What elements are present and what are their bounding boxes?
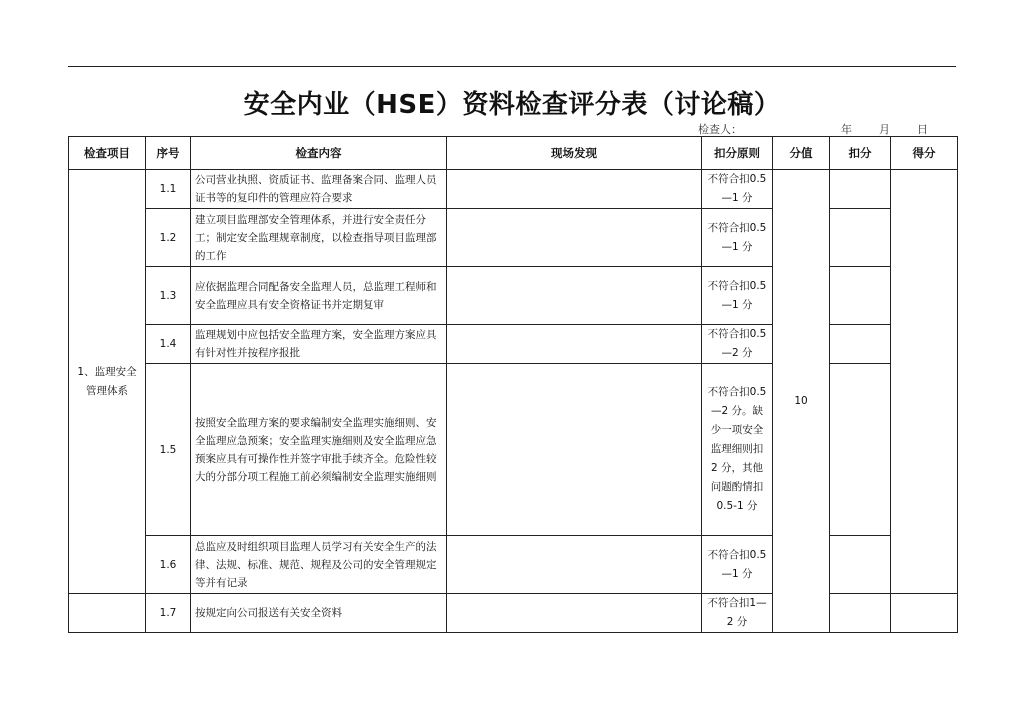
rule-cell: 不符合扣0.5—2 分。缺少一项安全监理细则扣 2 分，其他问题酌情扣 0.5-1 分 [702, 364, 773, 536]
rule-cell: 不符合扣1—2 分 [702, 594, 773, 633]
category-cell-empty [69, 594, 146, 633]
deduct-cell[interactable] [830, 536, 891, 594]
category-cell: 1、监理安全管理体系 [69, 170, 146, 594]
finding-cell[interactable] [447, 364, 702, 536]
score-table [68, 136, 958, 633]
finding-cell[interactable] [447, 170, 702, 209]
header-row [69, 137, 958, 170]
content-cell: 按规定向公司报送有关安全资料 [191, 594, 447, 633]
rule-cell: 不符合扣0.5—2 分 [702, 325, 773, 364]
rule-cell: 不符合扣0.5—1 分 [702, 209, 773, 267]
seq-cell: 1.3 [146, 267, 191, 325]
deduct-cell[interactable] [830, 594, 891, 633]
header-rule: 扣分原则 [702, 137, 773, 170]
rule-cell: 不符合扣0.5—1 分 [702, 170, 773, 209]
header-item: 检查项目 [69, 137, 146, 170]
content-cell: 应依据监理合同配备安全监理人员，总监理工程师和安全监理应具有安全资格证书并定期复审 [191, 267, 447, 325]
top-rule [68, 66, 956, 67]
seq-cell: 1.7 [146, 594, 191, 633]
document-title: 安全内业（HSE）资料检查评分表（讨论稿） [243, 90, 781, 120]
score-value-cell: 10 [773, 170, 830, 633]
content-cell: 监理规划中应包括安全监理方案，安全监理方案应具有针对性并按程序报批 [191, 325, 447, 364]
finding-cell[interactable] [447, 594, 702, 633]
deduct-cell[interactable] [830, 364, 891, 536]
content-cell: 总监应及时组织项目监理人员学习有关安全生产的法律、法规、标准、规范、规程及公司的安全管理规定等并有记录 [191, 536, 447, 594]
header-got: 得分 [891, 137, 958, 170]
date-year-label: 年 [841, 123, 852, 136]
seq-cell: 1.1 [146, 170, 191, 209]
inspector-label: 检查人： [698, 123, 742, 136]
seq-cell: 1.4 [146, 325, 191, 364]
content-cell: 公司营业执照、资质证书、监理备案合同、监理人员证书等的复印件的管理应符合要求 [191, 170, 447, 209]
seq-cell: 1.2 [146, 209, 191, 267]
finding-cell[interactable] [447, 267, 702, 325]
deduct-cell[interactable] [830, 170, 891, 209]
deduct-cell[interactable] [830, 209, 891, 267]
seq-cell: 1.6 [146, 536, 191, 594]
date-month-label: 月 [879, 123, 890, 136]
header-seq: 序号 [146, 137, 191, 170]
header-deduct: 扣分 [830, 137, 891, 170]
got-cell[interactable] [891, 594, 958, 633]
header-finding: 现场发现 [447, 137, 702, 170]
deduct-cell[interactable] [830, 267, 891, 325]
finding-cell[interactable] [447, 209, 702, 267]
content-cell: 建立项目监理部安全管理体系，并进行安全责任分工；制定安全监理规章制度，以检查指导项目监理部的工作 [191, 209, 447, 267]
table-row [69, 170, 958, 209]
deduct-cell[interactable] [830, 325, 891, 364]
got-cell[interactable] [891, 170, 958, 594]
date-day-label: 日 [917, 123, 928, 136]
rule-cell: 不符合扣0.5—1 分 [702, 267, 773, 325]
rule-cell: 不符合扣0.5—1 分 [702, 536, 773, 594]
seq-cell: 1.5 [146, 364, 191, 536]
header-score: 分值 [773, 137, 830, 170]
finding-cell[interactable] [447, 536, 702, 594]
content-cell: 按照安全监理方案的要求编制安全监理实施细则、安全监理应急预案；安全监理实施细则及安全监理应急预案应具有可操作性并签字审批手续齐全。危险性较大的分部分项工程施工前必须编制安全监理实施细则 [191, 364, 447, 536]
finding-cell[interactable] [447, 325, 702, 364]
header-content: 检查内容 [191, 137, 447, 170]
